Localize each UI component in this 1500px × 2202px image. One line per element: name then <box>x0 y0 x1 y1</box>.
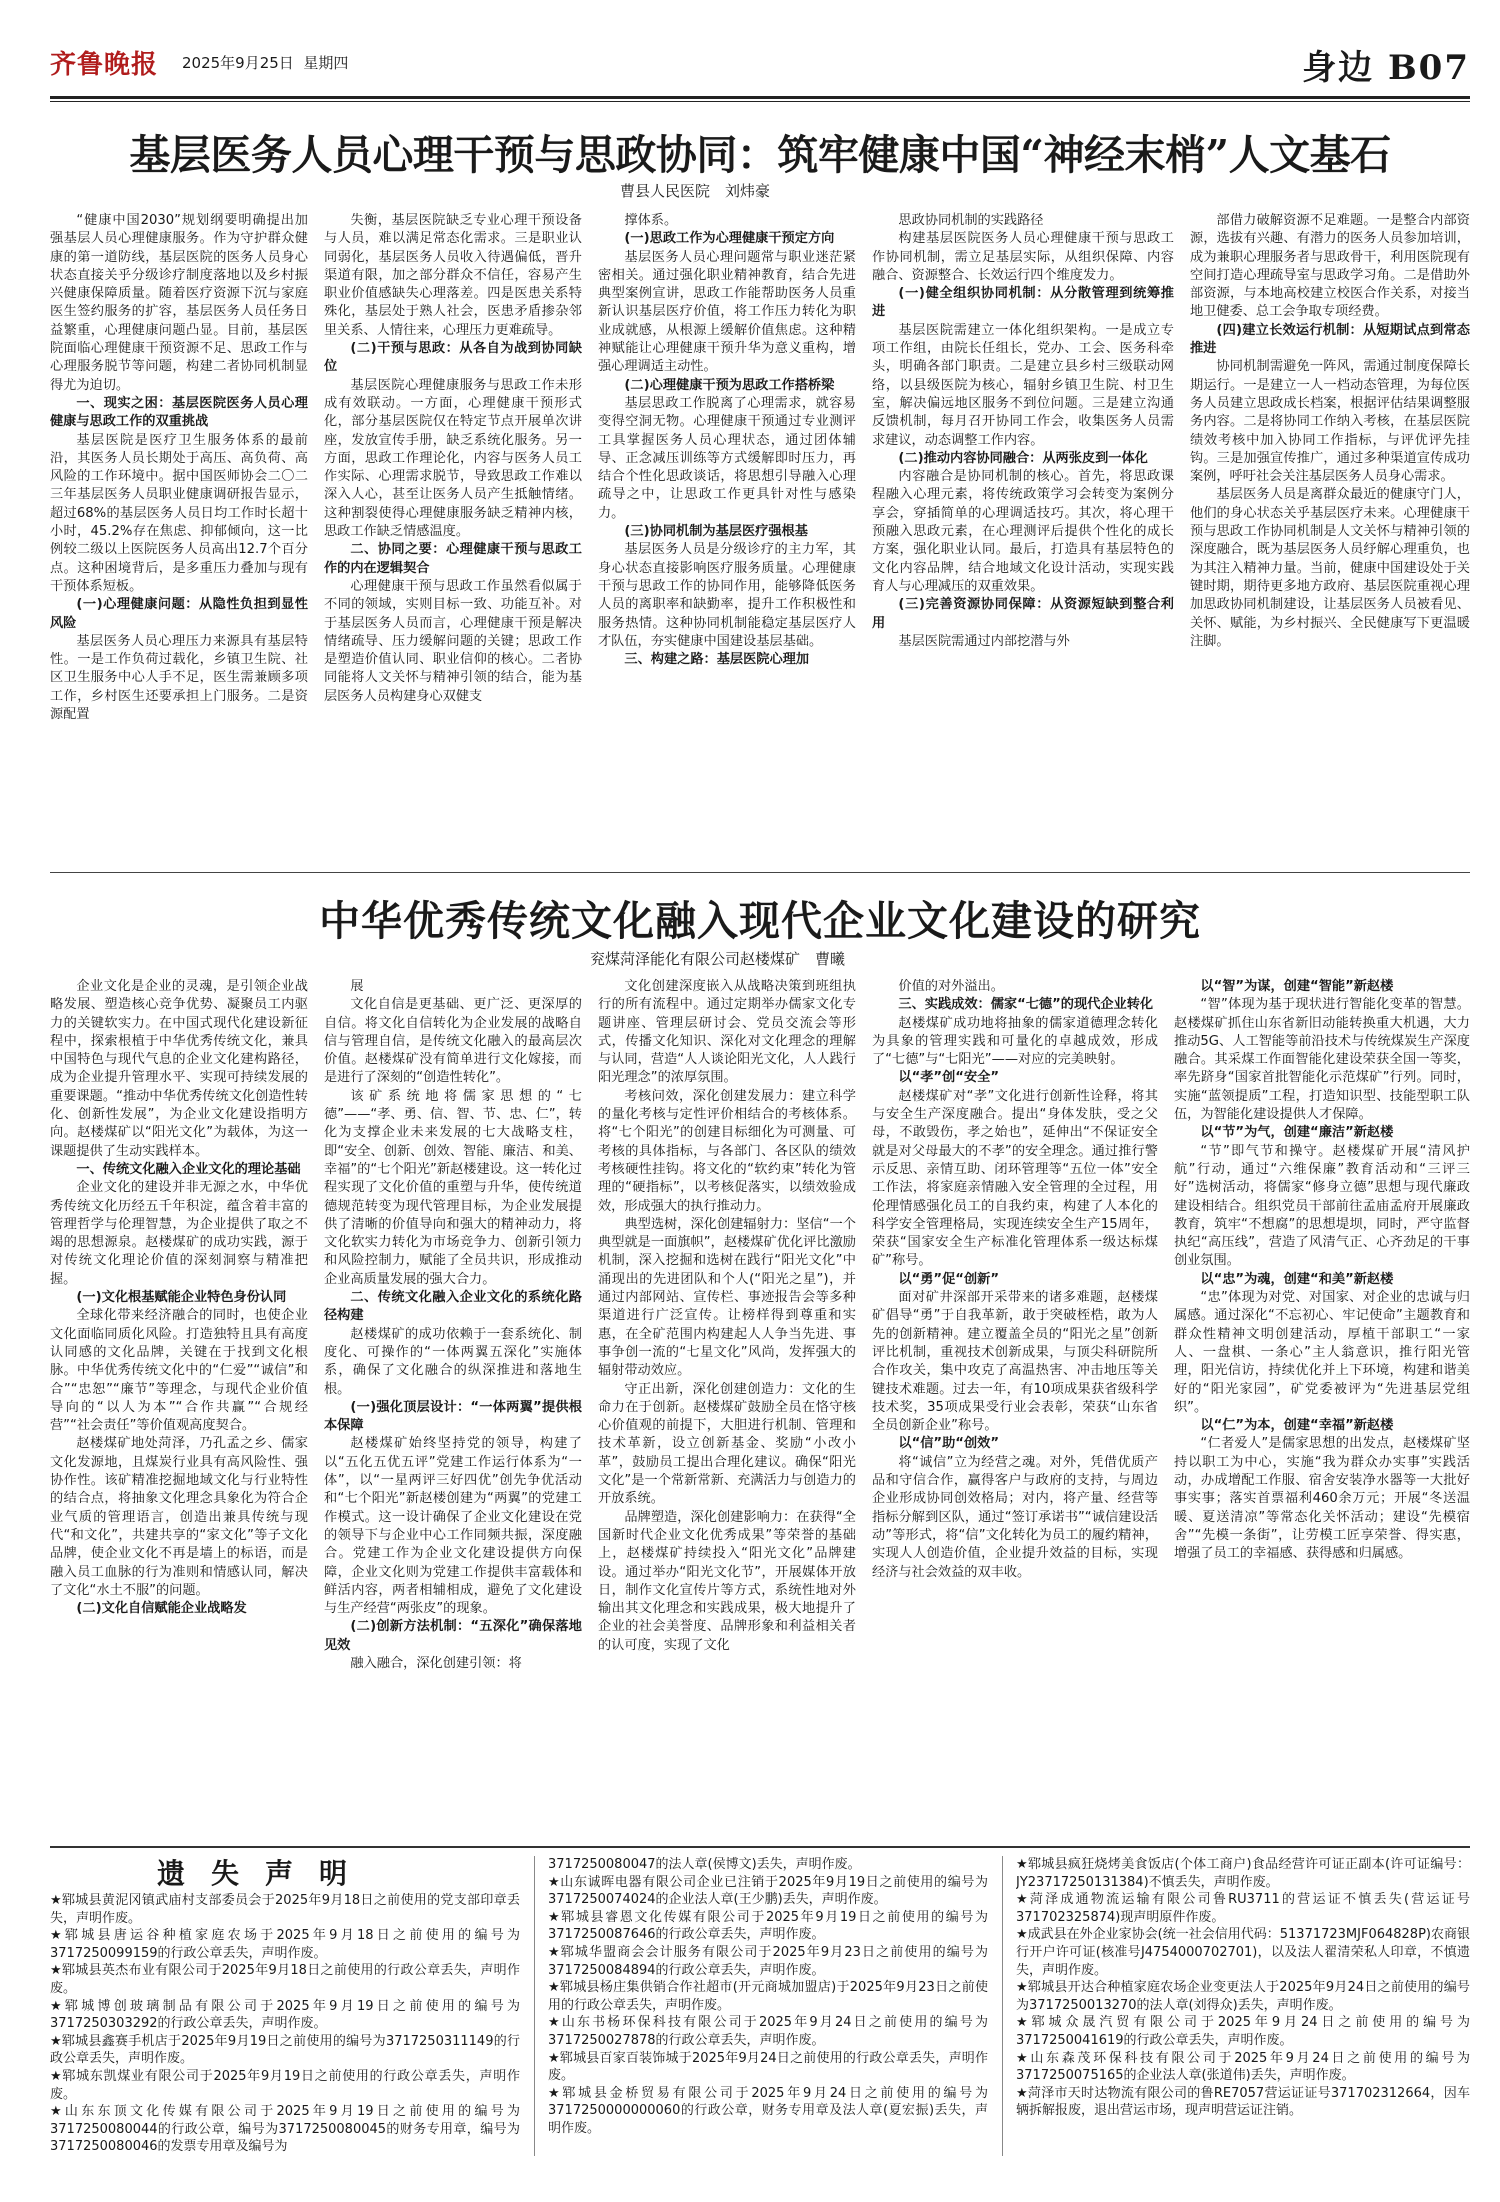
notice-column-rule-2 <box>1002 1856 1003 2156</box>
notice-item: ★山东诚晖电器有限公司企业已注销于2025年9月19日之前使用的编号为3717250074024的企业法人章(王少鹏)丢失，声明作废。 <box>548 1874 988 1908</box>
newspaper-logo: 齐鲁晚报 <box>50 50 159 80</box>
article2-column-3 <box>598 978 856 1836</box>
notice-item: ★郓城县英杰布业有限公司于2025年9月18日之前使用的行政公章丢失，声明作废。 <box>50 1963 520 1996</box>
paragraph: 将“诚信”立为经营之魂。对外，凭借优质产品和守信合作，赢得客户与政府的支持，与周边企业形成协同创效格局；对内，将产量、经营等指标分解到区队，通过“签订承诺书”“诚信建设活动”等形式，将“信”文化转化为员工的履约精神，实现人人创造价值，企业提升效益的目标，实现经济与社会效益的双丰收。 <box>872 1454 1158 1580</box>
article1-column-4 <box>872 212 1174 862</box>
paragraph: (二)文化自信赋能企业战略发 <box>76 1601 247 1617</box>
paragraph: 守正出新，深化创建创造力：文化的生命力在于创新。赵楼煤矿鼓励全员在恪守核心价值观的前提下，大胆进行机制、管理和技术革新，设立创新基金、奖励“小改小革”，鼓励员工提出合理化建议。确保“阳光文化”是一个常新常新、充满活力与创造力的开放系统。 <box>598 1381 856 1507</box>
article1-title: 基层医务人员心理干预与思政协同：筑牢健康中国“神经末梢”人文基石 <box>129 131 1391 179</box>
paragraph: 以“仁”为本，创建“幸福”新赵楼 <box>1200 1418 1394 1434</box>
paragraph: “智”体现为基于现状进行智能化变革的智慧。赵楼煤矿抓住山东省新旧动能转换重大机遇，大力推动5G、人工智能等前沿技术与传统煤炭生产深度融合。其采煤工作面智能化建设荣获全国一等奖，率先跻身“国家首批智能化示范煤矿”行列。同时，实施“蓝领提质”工程，打造知识型、技能型职工队伍，为智能化建设提供人才保障。 <box>1174 997 1470 1123</box>
article2-column-2 <box>324 978 582 1836</box>
paragraph: 融入融合，深化创建引领：将 <box>350 1655 522 1671</box>
paragraph: 企业文化的建设并非无源之水，中华优秀传统文化历经五千年积淀，蕴含着丰富的管理哲学与伦理智慧，为企业提供了取之不竭的思想源泉。赵楼煤矿的成功实践，源于对传统文化理论价值的深刻洞察与精准把握。 <box>50 1180 308 1287</box>
paragraph: 基层医务人员心理压力来源具有基层特性。一是工作负荷过载化，乡镇卫生院、社区卫生服务中心人手不足，医生需兼顾多项工作，乡村医生还要承担上门服务。二是资源配置 <box>50 633 308 723</box>
article2-byline: 兖煤菏泽能化有限公司赵楼煤矿 曹曦 <box>590 950 846 968</box>
paragraph: “忠”体现为对党、对国家、对企业的忠诚与归属感。通过深化“不忘初心、牢记使命”主题教育和群众性精神文明创建活动，厚植干部职工“一家人、一盘棋、一条心”主人翁意识，推行阳光管理，阳光信访，持续优化并上下环境，构建和谐美好的“阳光家园”，矿党委被评为“先进基层党组织”。 <box>1174 1290 1470 1415</box>
paragraph: 基层医务人员是离群众最近的健康守门人，他们的身心状态关乎基层医疗未来。心理健康干预与思政工作协同机制是人文关怀与精神引领的深度融合，既为基层医务人员纾解心理重负，也为其注入精神力量。当前，健康中国建设处于关键时期，期待更多地方政府、基层医院重视心理加思政协同机制建设，让基层医务人员被看见、关怀、赋能，为乡村振兴、全民健康写下更温暖注脚。 <box>1190 487 1470 649</box>
notice-item: ★山东书杨环保科技有限公司于2025年9月24日之前使用的编号为3717250027878的行政公章丢失，声明作废。 <box>548 2015 988 2048</box>
notice-item: ★菏泽成通物流运输有限公司鲁RU3711的营运证不慎丢失(营运证号371702325874)现声明原件作废。 <box>1016 1892 1470 1925</box>
section-name: 身边 <box>1302 48 1375 88</box>
notice-item: ★郓城县唐运谷种植家庭农场于2025年9月18日之前使用的编号为3717250099159的行政公章丢失，声明作废。 <box>50 1928 520 1961</box>
page-number: B07 <box>1387 48 1470 88</box>
paragraph: (二)心理健康干预为思政工作搭桥梁 <box>624 377 835 393</box>
notice-column-3 <box>1016 1856 1470 2156</box>
paragraph: 文化创建深度嵌入从战略决策到班组执行的所有流程中。通过定期举办儒家文化专题讲座、管理层研讨会、党员交流会等形式，传播文化知识、深化对文化理念的理解与认同，营造“人人谈论阳光文化，人人践行阳光理念”的浓厚氛围。 <box>598 979 856 1086</box>
paragraph: “节”即气节和操守。赵楼煤矿开展“清风护航”行动，通过“六维保廉”教育活动和“三评三好”选树活动，将儒家“修身立德”思想与现代廉政建设相结合。组织党员干部前往孟庙孟府开展廉政教育，筑牢“不想腐”的思想堤坝，同时，严守监督执纪“高压线”，营造了风清气正、心齐劲足的干事创业氛围。 <box>1174 1143 1470 1269</box>
article2-column-1 <box>50 978 308 1836</box>
paragraph: 基层医院是医疗卫生服务体系的最前沿，其医务人员长期处于高压、高负荷、高风险的工作环境中。据中国医师协会二〇二三年基层医务人员职业健康调研报告显示，超过68%的基层医务人员日均工作时长超十小时，45.2%存在焦虑、抑郁倾向，这一比例较二级以上医院医务人员高出12.7个百分点。这种困境背后，是多重压力叠加与现有干预体系短板。 <box>50 432 308 594</box>
paragraph: 一、现实之困：基层医院医务人员心理健康与思政工作的双重挑战 <box>50 395 308 430</box>
paragraph: 以“节”为气，创建“廉洁”新赵楼 <box>1200 1125 1394 1141</box>
notice-item: ★菏泽市天时达物流有限公司的鲁RE7057营运证证号371702312664，因车辆拆解报废，退出营运市场，现声明营运证注销。 <box>1016 2085 1470 2119</box>
notice-item: ★郓城众晟汽贸有限公司于2025年9月24日之前使用的编号为3717250041619的行政公章丢失，声明作废。 <box>1016 2015 1470 2048</box>
notice-item: ★郓城东凯煤业有限公司于2025年9月19日之前使用的行政公章丢失，声明作废。 <box>50 2068 520 2102</box>
notice-item: ★郓城县黄泥冈镇武庙村支部委员会于2025年9月18日之前使用的党支部印章丢失，声明作废。 <box>50 1893 520 1926</box>
notice-item: ★郓城县开达合种植家庭农场企业变更法人于2025年9月24日之前使用的编号为3717250013270的法人章(刘得众)丢失，声明作废。 <box>1016 1980 1470 2013</box>
paragraph: (三)协同机制为基层医疗强根基 <box>624 524 808 540</box>
paragraph: 失衡，基层医院缺乏专业心理干预设备与人员，难以满足常态化需求。三是职业认同弱化，基层医务人员收入待遇偏低，晋升渠道有限，加之部分群众不信任，容易产生职业价值感缺失心理落差。四是医患关系特殊化，基层处于熟人社会，医患矛盾掺杂邻里关系、人情往来，心理压力更难疏导。 <box>324 213 582 338</box>
paragraph: 基层医院需建立一体化组织架构。一是成立专项工作组，由院长任组长，党办、工会、医务科牵头，明确各部门职责。二是建立县乡村三级联动网络，以县级医院为核心，辐射乡镇卫生院、村卫生室，解决偏远地区服务不到位问题。三是建立沟通反馈机制，每月召开协同工作会，收集医务人员需求建议，动态调整工作内容。 <box>872 322 1174 448</box>
notice-column-rule <box>534 1856 535 2156</box>
paragraph: 协同机制需避免一阵风，需通过制度保障长期运行。一是建立一人一档动态管理，为每位医务人员建立思政成长档案，根据评估结果调整服务内容。二是将协同工作纳入考核，在基层医院绩效考核中加入协同工作指标，与评优评先挂钩。三是加强宣传推广，通过多种渠道宣传成功案例，呼吁社会关注基层医务人员身心需求。 <box>1190 359 1470 485</box>
paragraph: 三、构建之路：基层医院心理加 <box>624 652 810 668</box>
notice-item: ★郓城县百家百装饰城于2025年9月24日之前使用的行政公章丢失，声明作废。 <box>548 2050 988 2084</box>
paragraph: 以“孝”创“安全” <box>898 1070 999 1086</box>
lost-notice-title: 遗失声明 <box>156 1857 373 1890</box>
paragraph: 基层思政工作脱离了心理需求，就容易变得空洞无物。心理健康干预通过专业测评工具掌握医务人员心理状态，通过团体辅导、正念减压训练等方式缓解即时压力，再结合个性化思政谈话，将思想引导融入心理疏导之中，让思政工作更具针对性与感染力。 <box>598 395 856 521</box>
paragraph: 考核问效，深化创建发展力：建立科学的量化考核与定性评价相结合的考核体系。将“七个阳光”的创建目标细化为可测量、可考核的具体指标，与各部门、各区队的绩效考核硬性挂钩。将文化的“软约束”转化为管理的“硬指标”，以考核促落实，以绩效验成效，形成强大的执行推动力。 <box>598 1088 856 1214</box>
notice-item: ★郓城县睿恩文化传媒有限公司于2025年9月19日之前使用的编号为3717250087646的行政公章丢失，声明作废。 <box>548 1909 988 1943</box>
notice-item: ★郓城县疯狂烧烤美食饭店(个体工商户)食品经营许可证正副本(许可证编号：JY23717250131384)不慎丢失，声明作废。 <box>1016 1857 1470 1890</box>
article1-column-5 <box>1190 212 1470 862</box>
paragraph: 以“智”为谋，创建“智能”新赵楼 <box>1200 979 1394 994</box>
paragraph: 赵楼煤矿地处菏泽，乃孔孟之乡、儒家文化发源地，且煤炭行业具有高风险性、强协作性。该矿精准挖掘地域文化与行业特性的结合点，将抽象文化理念具象化为符合企业气质的管理语言，创造出兼具传统与现代“和文化”，共建共享的“家文化”等子文化品牌，使企业文化不再是墙上的标语，而是融入员工血脉的行为准则和情感认同，解决了文化“水土不服”的问题。 <box>50 1436 308 1598</box>
paragraph: 企业文化是企业的灵魂，是引领企业战略发展、塑造核心竞争优势、凝聚员工内驱力的关键软实力。在中国式现代化建设新征程中，探索根植于中华优秀传统文化，兼具中国特色与现代气息的企业文化建构路径，成为企业提升管理水平、实现可持续发展的重要课题。“推动中华优秀传统文化创造性转化、创新性发展”，为企业文化建设指明方向。赵楼煤矿以“阳光文化”为载体，为这一课题提供了生动实践样本。 <box>50 979 308 1159</box>
paragraph: 全球化带来经济融合的同时，也使企业文化面临同质化风险。打造独特且具有高度认同感的文化品牌，关键在于找到文化根脉。中华优秀传统文化中的“仁爱”“诚信”和合”“忠恕”“廉节”等理念，与现代企业价值导向的“以人为本”“合作共赢”“合规经营”“社会责任”等价值观高度契合。 <box>50 1308 308 1434</box>
article2-column-5 <box>1174 978 1470 1836</box>
paragraph: 典型选树，深化创建辐射力：坚信“一个典型就是一面旗帜”，赵楼煤矿优化评比激励机制，深入挖掘和选树在践行“阳光文化”中涌现出的先进团队和个人(“阳光之星”)，并通过内部网站、宣传栏、事迹报告会等多种渠道进行广泛宣传。让榜样得到尊重和实惠，在全矿范围内构建起人人争当先进、事事争创一流的“七星文化”风尚，发挥强大的辐射带动效应。 <box>598 1216 856 1379</box>
paragraph: 赵楼煤矿成功地将抽象的儒家道德理念转化为具象的管理实践和可量化的卓越成效，形成了“七德”与“七阳光”——对应的完美映射。 <box>872 1015 1158 1068</box>
notice-item: ★山东东顶文化传媒有限公司于2025年9月19日之前使用的编号为3717250080044的行政公章，编号为3717250080045的财务专用章，编号为3717250080046的发票专用章及编号为 <box>50 2104 520 2155</box>
article1-byline: 曹县人民医院 刘炜豪 <box>620 182 771 200</box>
paragraph: 二、协同之要：心理健康干预与思政工作的内在逻辑契合 <box>324 542 582 576</box>
paragraph: 基层医院需通过内部挖潜与外 <box>898 633 1070 649</box>
paragraph: 二、传统文化融入企业文化的系统化路径构建 <box>324 1290 582 1324</box>
notice-column-2 <box>548 1856 988 2156</box>
paragraph: 以“信”助“创效” <box>898 1436 999 1452</box>
paragraph: (二)干预与思政：从各自为战到协同缺位 <box>324 341 582 375</box>
paragraph: 价值的对外溢出。 <box>898 979 1004 994</box>
paragraph: 赵楼煤矿始终坚持党的领导，构建了以“五化五优五评”党建工作运行体系为“一体”，以“一星两评三好四优”创先争优活动和“七个阳光”新赵楼创建为“两翼”的党建工作模式。这一设计确保了企业文化建设在党的领导下与企业中心工作同频共振，深度融合。党建工作为企业文化建设提供方向保障，企业文化则为党建工作提供丰富载体和鲜活内容，两者相辅相成，避免了文化建设与生产经营“两张皮”的现象。 <box>324 1436 582 1617</box>
paragraph: (三)完善资源协同保障：从资源短缺到整合利用 <box>872 597 1174 631</box>
notice-item: ★成武县在外企业家协会(统一社会信用代码：51371723MJF064828P)农商银行开户许可证(核准号J4754000702701)，以及法人翟清荣私人印章，不慎遗失，声明作废。 <box>1016 1927 1470 1978</box>
paragraph: 心理健康干预与思政工作虽然看似属于不同的领域，实则目标一致、功能互补。对于基层医务人员而言，心理健康干预是解决情绪疏导、压力缓解问题的关键；思政工作是塑造价值认同、职业信仰的核心。二者协同能将人文关怀与精神引领的结合，能为基层医务人员构建身心双健支 <box>324 578 582 704</box>
paragraph: 该矿系统地将儒家思想的“七德”——“孝、勇、信、智、节、忠、仁”，转化为支撑企业未来发展的七大战略支柱，即“安全、创新、创效、智能、廉洁、和美、幸福”的“七个阳光”新赵楼建设。这一转化过程实现了文化价值的重塑与升华，使传统道德规范转变为现代管理目标，为企业发展提供了清晰的价值导向和强大的精神动力，将文化软实力转化为市场竞争力、创新引领力和风险控制力，赋能了全员共识，形成推动企业高质量发展的强大合力。 <box>324 1088 582 1287</box>
issue-weekday: 星期四 <box>303 54 349 72</box>
paragraph: “仁者爱人”是儒家思想的出发点，赵楼煤矿坚持以职工为中心，实施“我为群众办实事”实践活动，办成增配工作服、宿舍安装净水器等一大批好事实事；落实首票福利460余万元；开展“冬送温暖、夏送清凉”等常态化关怀活动；建设“先模宿舍”“先模一条街”，让劳模工匠享荣誉、得实惠，增强了员工的幸福感、获得感和归属感。 <box>1174 1436 1470 1562</box>
masthead-rule-thin <box>50 101 1470 102</box>
paragraph: 撑体系。 <box>624 213 678 228</box>
paragraph: 品牌塑造，深化创建影响力：在获得“全国新时代企业文化优秀成果”等荣誉的基础上，赵楼煤矿持续投入“阳光文化”品牌建设。通过举办“阳光文化节”，开展媒体开放日，制作文化宣传片等方式，系统性地对外输出其文化理念和实践成果，极大地提升了企业的社会美誉度、品牌形象和利益相关者的认可度，实现了文化 <box>598 1509 856 1653</box>
notice-item: ★郓城华盟商会会计服务有限公司于2025年9月23日之前使用的编号为3717250084894的行政公章丢失，声明作废。 <box>548 1944 988 1978</box>
paragraph: (二)推动内容协同融合：从两张皮到一体化 <box>898 450 1148 466</box>
paragraph: 展 <box>350 979 364 994</box>
article2-title: 中华优秀传统文化融入现代企业文化建设的研究 <box>319 897 1201 945</box>
paragraph: 面对矿井深部开采带来的诸多难题，赵楼煤矿倡导“勇”于自我革新，敢于突破桎梏，敢为人先的创新精神。建立覆盖全员的“阳光之星”创新评比机制，重视技术创新成果，与顶尖科研院所合作攻关，集中攻克了高温热害、冲击地压等关键技术难题。过去一年，有10项成果获省级科学技术奖，35项成果受行业会表彰，荣获“山东省全员创新企业”称号。 <box>872 1290 1158 1434</box>
paragraph: (四)建立长效运行机制：从短期试点到常态推进 <box>1190 322 1470 357</box>
paragraph: 基层医务人员心理问题常与职业迷茫紧密相关。通过强化职业精神教育，结合先进典型案例宣讲，思政工作能帮助医务人员重新认识基层医疗价值，将工作压力转化为职业成就感，从根源上缓解价值焦虑。这种精神赋能让心理健康干预升华为意义重构，增强心理调适主动性。 <box>598 249 856 375</box>
paragraph: 基层医院心理健康服务与思政工作未形成有效联动。一方面，心理健康干预形式化，部分基层医院仅在特定节点开展单次讲座，发放宣传手册，缺乏系统化服务。另一方面，思政工作理论化，内容与医务人员工作实际、心理需求脱节，导致思政工作难以深入人心，甚至让医务人员产生抵触情绪。这种割裂使得心理健康服务缺乏精神内核，思政工作缺乏情感温度。 <box>324 377 582 540</box>
paragraph: 基层医务人员是分级诊疗的主力军，其身心状态直接影响医疗服务质量。心理健康干预与思政工作的协同作用，能够降低医务人员的离职率和缺勤率，提升工作积极性和服务热情。这种协同机制能稳定基层医疗人才队伍，夯实健康中国建设基层基础。 <box>598 542 856 649</box>
paragraph: 部借力破解资源不足难题。一是整合内部资源，选拔有兴趣、有潜力的医务人员参加培训，成为兼职心理服务者与思政骨干，利用医院现有空间打造心理疏导室与思政学习角。二是借助外部资源，与本地高校建立校医合作关系，对接当地卫健委、总工会争取专项经费。 <box>1190 213 1470 320</box>
paragraph: 一、传统文化融入企业文化的理论基础 <box>76 1161 301 1177</box>
notice-item: ★山东森茂环保科技有限公司于2025年9月24日之前使用的编号为3717250075165的企业法人章(张道伟)丢失，声明作废。 <box>1016 2050 1470 2084</box>
paragraph: 赵楼煤矿对“孝”文化进行创新性诠释，将其与安全生产深度融合。提出“身体发肤，受之父母，不敢毁伤，孝之始也”，延伸出“不保证安全就是对父母最大的不孝”的安全理念。通过推行警示反思、亲情互助、闭环管理等“五位一体”安全工作法，将家庭亲情融入安全管理的全过程，用伦理情感强化员工的自我约束，构建了人本化的科学安全管理格局，实现连续安全生产15周年，荣获“国家安全生产标准化管理体系一级达标煤矿”称号。 <box>872 1088 1158 1269</box>
notice-column-1 <box>50 1892 520 2157</box>
paragraph: (二)创新方法机制：“五深化”确保落地见效 <box>324 1619 582 1653</box>
paragraph: “健康中国2030”规划纲要明确提出加强基层人员心理健康服务。作为守护群众健康的第一道防线，基层医院的医务人员身心状态直接关乎分级诊疗制度落地以及乡村振兴健康保障质量。随着医疗资源下沉与家庭医生签约服务的扩容，基层医务人员任务日益繁重，心理健康问题凸显。目前，基层医院面临心理健康干预资源不足、思政工作与心理服务脱节等问题，构建二者协同机制显得尤为迫切。 <box>50 213 308 393</box>
article-divider <box>50 872 1470 873</box>
notice-item: ★郓城博创玻璃制品有限公司于2025年9月19日之前使用的编号为3717250303292的行政公章丢失，声明作废。 <box>50 1998 520 2032</box>
paragraph: (一)强化顶层设计：“一体两翼”提供根本保障 <box>324 1399 582 1434</box>
paragraph: 思政协同机制的实践路径 <box>898 213 1044 228</box>
paragraph: 以“忠”为魂，创建“和美”新赵楼 <box>1200 1271 1394 1287</box>
masthead-rule <box>50 96 1470 99</box>
notice-item: ★郓城县金桥贸易有限公司于2025年9月24日之前使用的编号为3717250000000060的行政公章，财务专用章及法人章(夏宏振)丢失，声明作废。 <box>548 2085 988 2136</box>
section-label <box>1302 40 1470 89</box>
paragraph: 构建基层医院医务人员心理健康干预与思政工作协同机制，需立足基层实际，从组织保障、内容融合、资源整合、长效运行四个维度发力。 <box>872 231 1174 283</box>
issue-date: 2025年9月25日 <box>182 54 294 72</box>
paragraph: (一)思政工作为心理健康干预定方向 <box>624 231 835 247</box>
paragraph: 赵楼煤矿的成功依赖于一套系统化、制度化、可操作的“一体两翼五深化”实施体系，确保了文化融合的纵深推进和落地生根。 <box>324 1326 582 1397</box>
paragraph: 内容融合是协同机制的核心。首先，将思政课程融入心理元素，将传统政策学习会转变为案例分享会，穿插简单的心理调适技巧。其次，将心理干预融入思政元素，在心理测评后提供个性化的成长方案，强化职业认同。最后，打造具有基层特色的文化内容品牌，结合地域文化设计活动，实现实践育人与心理减压的双重效果。 <box>872 469 1174 594</box>
notice-item: 3717250080047的法人章(侯博文)丢失，声明作废。 <box>548 1857 861 1872</box>
paragraph: 以“勇”促“创新” <box>898 1271 999 1287</box>
paragraph: (一)文化根基赋能企业特色身份认同 <box>76 1290 287 1306</box>
paragraph: 三、实践成效：儒家“七德”的现代企业转化 <box>898 997 1154 1013</box>
article1-column-3 <box>598 212 856 862</box>
article2-column-4 <box>872 978 1158 1836</box>
notices-divider <box>50 1846 1470 1848</box>
paragraph: 文化自信是更基础、更广泛、更深厚的自信。将文化自信转化为企业发展的战略自信与管理自信，是传统文化融入的最高层次价值。赵楼煤矿没有简单进行文化嫁接，而是进行了深刻的“创造性转化”。 <box>324 997 582 1086</box>
dateline <box>182 52 348 73</box>
notice-item: ★郓城县杨庄集供销合作社超市(开元商城加盟店)于2025年9月23日之前使用的行政公章丢失，声明作废。 <box>548 1980 988 2013</box>
notice-item: ★郓城县鑫赛手机店于2025年9月19日之前使用的编号为3717250311149的行政公章丢失，声明作废。 <box>50 2033 520 2067</box>
paragraph: (一)心理健康问题：从隐性负担到显性风险 <box>50 597 308 631</box>
article1-column-2 <box>324 212 582 862</box>
article1-column-1 <box>50 212 308 862</box>
paragraph: (一)健全组织协同机制：从分散管理到统筹推进 <box>872 286 1174 320</box>
